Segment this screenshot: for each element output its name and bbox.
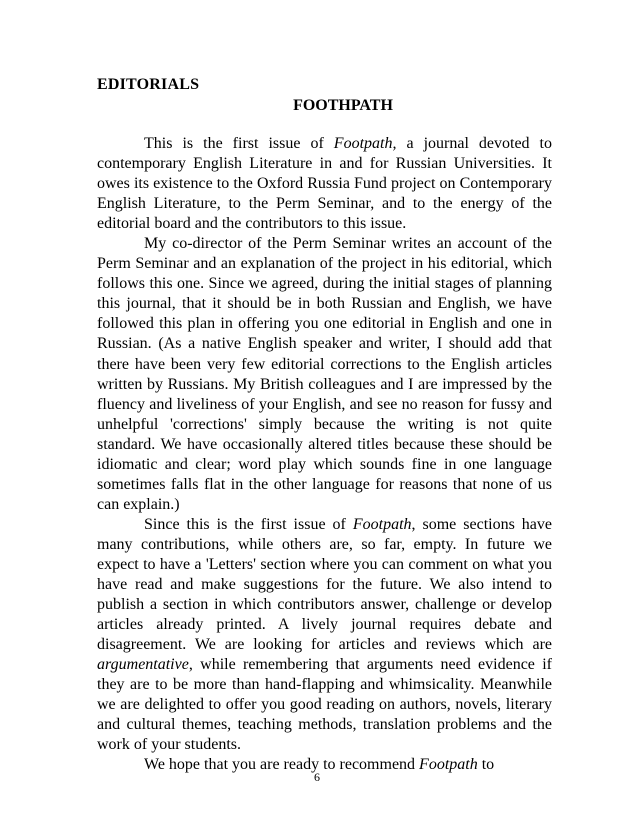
article-body bbox=[97, 134, 552, 776]
article-title: FOOTHPATH bbox=[293, 97, 393, 114]
text-run: This is the first issue of bbox=[144, 135, 334, 152]
text-run: Since this is the first issue of bbox=[144, 515, 353, 533]
italic-text: Footpath bbox=[352, 515, 412, 533]
italic-text: Footpath bbox=[419, 756, 478, 774]
body-paragraph bbox=[97, 134, 552, 234]
text-run: a journal devoted to contemporary English Literature in and for Russian Universities. It owes its existence to the Oxford Russia Fund project on Contemporary English Literature, to the Perm Seminar, and to the energy of the editorial board and the contributors to this issue. bbox=[97, 135, 553, 233]
body-paragraph bbox=[97, 515, 552, 756]
text-run: My co-director of the Perm Seminar writes an account of the Perm Seminar and an explanation of the project in his editorial, which follows this one. Since we agreed, during the initial stages of planning this journal, that it should be in both Russian and English, we have followed this plan in offering you one editorial in English and one in Russian. (As a native English speaker and writer, I should add that there have been very few editorial corrections to the English articles written by Russians. My British colleagues and I are impressed by the fluency and liveliness of your English, and see no reason for fussy and unhelpful 'corrections' simply because the writing is not quite standard. We have occasionally altered titles because these should be idiomatic and clear; word play which sounds fine in one language sometimes falls flat in the other language for reasons that none of us can explain.) bbox=[97, 235, 552, 513]
italic-text: Footpath, bbox=[333, 135, 397, 152]
section-heading: EDITORIALS bbox=[97, 76, 200, 93]
text-run: We hope that you are ready to recommend bbox=[144, 756, 420, 774]
page-number: 6 bbox=[314, 770, 320, 784]
italic-text: argumentative bbox=[97, 656, 189, 674]
body-paragraph bbox=[97, 234, 552, 515]
text-run: , while remembering that arguments need evidence if they are to be more than hand-flapping and whimsicality. Meanwhile we are delighted to offer you good reading on authors, novels, literary and cultural themes, teaching methods, translation problems and the work of your students. bbox=[97, 656, 552, 754]
text-run: to bbox=[477, 756, 495, 774]
text-run: , some sections have many contributions, while others are, so far, empty. In future we expect to have a 'Letters' section where you can comment on what you have read and make suggestions for the future. We also intend to publish a section in which contributors answer, challenge or develop articles already printed. A lively journal requires debate and disagreement. We are looking for articles and reviews which are bbox=[97, 515, 552, 654]
